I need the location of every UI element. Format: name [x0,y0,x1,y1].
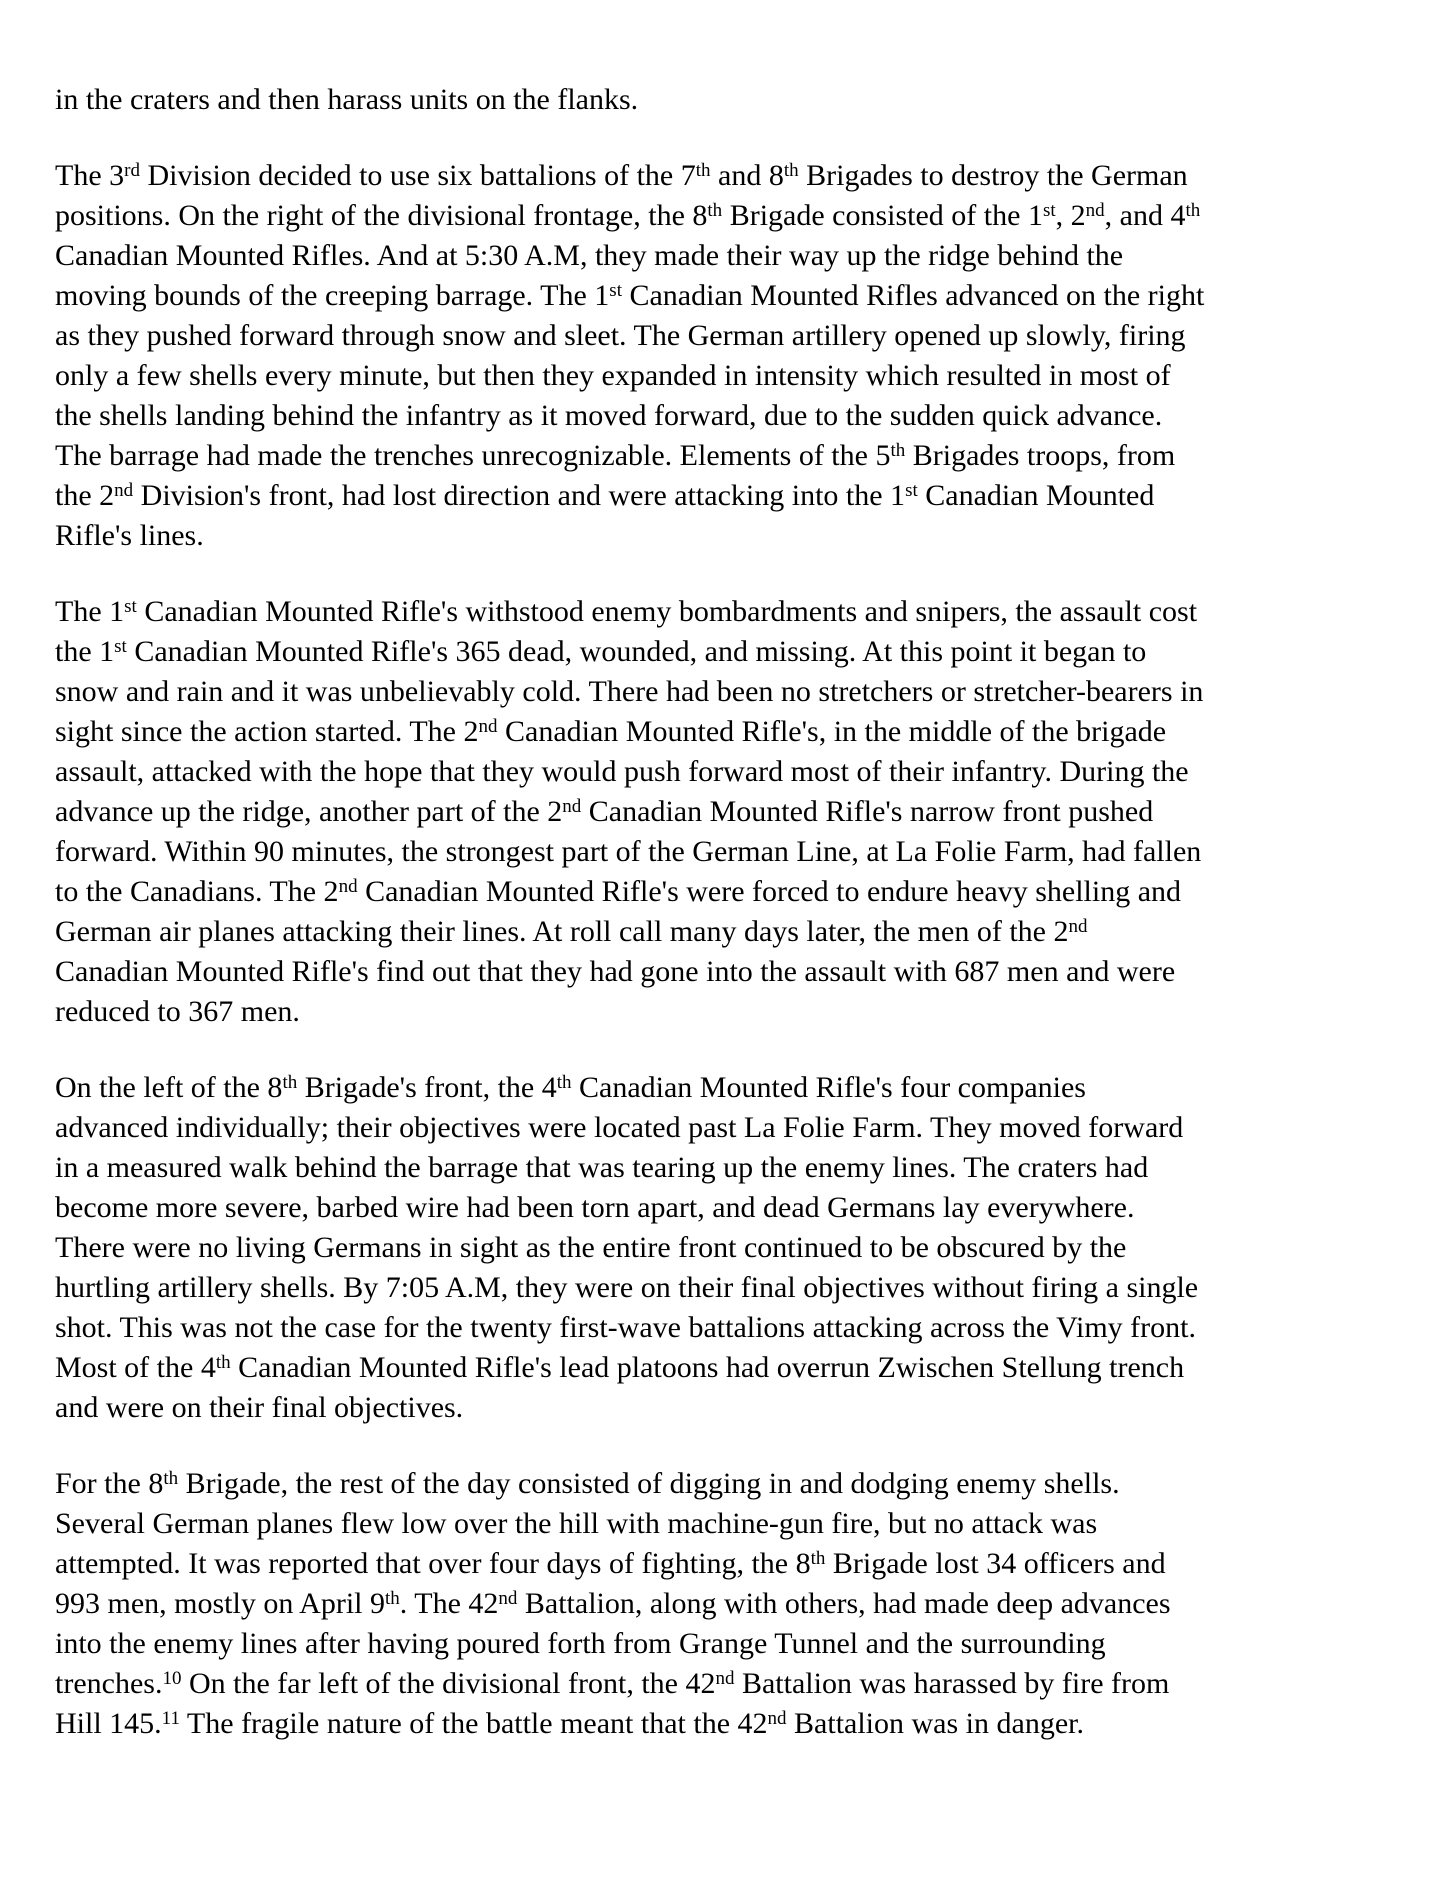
ordinal-superscript: th [1185,199,1201,221]
ordinal-superscript: th [810,1547,826,1569]
ordinal-superscript: th [890,439,906,461]
ordinal-superscript: th [282,1071,298,1093]
ordinal-superscript: nd [338,875,358,897]
ordinal-superscript: nd [1068,915,1088,937]
ordinal-superscript: th [783,159,799,181]
paragraph: On the left of the 8th Brigade's front, the 4th Canadian Mounted Rifle's four companies advanced individually; their objectives were located past La Folie Farm. They moved forward in a measured walk behind the barrage that was tearing up the enemy lines. The craters had become more severe, barbed wire had been torn apart, and dead Germans lay everywhere. There were no living Germans in sight as the entire front continued to be obscured by the hurtling artillery shells. By 7:05 A.M, they were on their final objectives without firing a single shot. This was not the case for the twenty first-wave battalions attacking across the Vimy front. Most of the 4th Canadian Mounted Rifle's lead platoons had overrun Zwischen Stellung trench and were on their final objectives. [55,1071,1199,1424]
ordinal-superscript: st [1042,199,1056,221]
footnote-ref: 11 [161,1707,180,1729]
ordinal-superscript: th [163,1467,179,1489]
ordinal-superscript: th [707,199,723,221]
paragraph: The 1st Canadian Mounted Rifle's withstood enemy bombardments and snipers, the assault cost the 1st Canadian Mounted Rifle's 365 dead, wounded, and missing. At this point it began to snow and rain and it was unbelievably cold. There had been no stretchers or stretcher-bearers in sight since the action started. The 2nd Canadian Mounted Rifle's, in the middle of the brigade assault, attacked with the hope that they would push forward most of their infantry. During the advance up the ridge, another part of the 2nd Canadian Mounted Rifle's narrow front pushed forward. Within 90 minutes, the strongest part of the German Line, at La Folie Farm, had fallen to the Canadians. The 2nd Canadian Mounted Rifle's were forced to endure heavy shelling and German air planes attacking their lines. At roll call many days later, the men of the 2nd Canadian Mounted Rifle's find out that they had gone into the assault with 687 men and were reduced to 367 men. [55,595,1204,1028]
ordinal-superscript: st [124,595,137,617]
ordinal-superscript: th [695,159,711,181]
footnote-ref: 10 [162,1667,182,1689]
paragraph: The 3rd Division decided to use six battalions of the 7th and 8th Brigades to destroy the German positions. On the right of the divisional frontage, the 8th Brigade consisted of the 1st, 2nd, and 4th Canadian Mounted Rifles. And at 5:30 A.M, they made their way up the ridge behind the moving bounds of the creeping barrage. The 1st Canadian Mounted Rifles advanced on the right as they pushed forward through snow and sleet. The German artillery opened up slowly, firing only a few shells every minute, but then they expanded in intensity which resulted in most of the shells landing behind the infantry as it moved forward, due to the sudden quick advance. The barrage had made the trenches unrecognizable. Elements of the 5th Brigades troops, from the 2nd Division's front, had lost direction and were attacking into the 1st Canadian Mounted Rifle's lines. [55,159,1205,552]
ordinal-superscript: st [905,479,918,501]
ordinal-superscript: rd [124,159,140,181]
ordinal-superscript: nd [562,795,582,817]
ordinal-superscript: st [114,635,127,657]
ordinal-superscript: nd [498,1587,518,1609]
ordinal-superscript: th [215,1351,231,1373]
ordinal-superscript: nd [767,1707,787,1729]
ordinal-superscript: nd [715,1667,735,1689]
paragraph: For the 8th Brigade, the rest of the day consisted of digging in and dodging enemy shells. Several German planes flew low over the hill with machine-gun fire, but no attack was attempted. It was reported that over four days of fighting, the 8th Brigade lost 34 officers and 993 men, mostly on April 9th. The 42nd Battalion, along with others, had made deep advances into the enemy lines after having poured forth from Grange Tunnel and the surrounding trenches.$^{10}$ On the far left of the divisional front, the 42nd Battalion was harassed by fire from Hill 145.11 The fragile nature of the battle meant that the 42nd Battalion was in danger. [55,1467,1171,1740]
ordinal-superscript: st [609,279,622,301]
ordinal-superscript: nd [114,479,134,501]
ordinal-superscript: nd [478,715,498,737]
ordinal-superscript: nd [1085,199,1105,221]
ordinal-superscript: th [556,1071,572,1093]
paragraph: in the craters and then harass units on the flanks. [55,83,639,116]
ordinal-superscript: th [385,1587,400,1609]
